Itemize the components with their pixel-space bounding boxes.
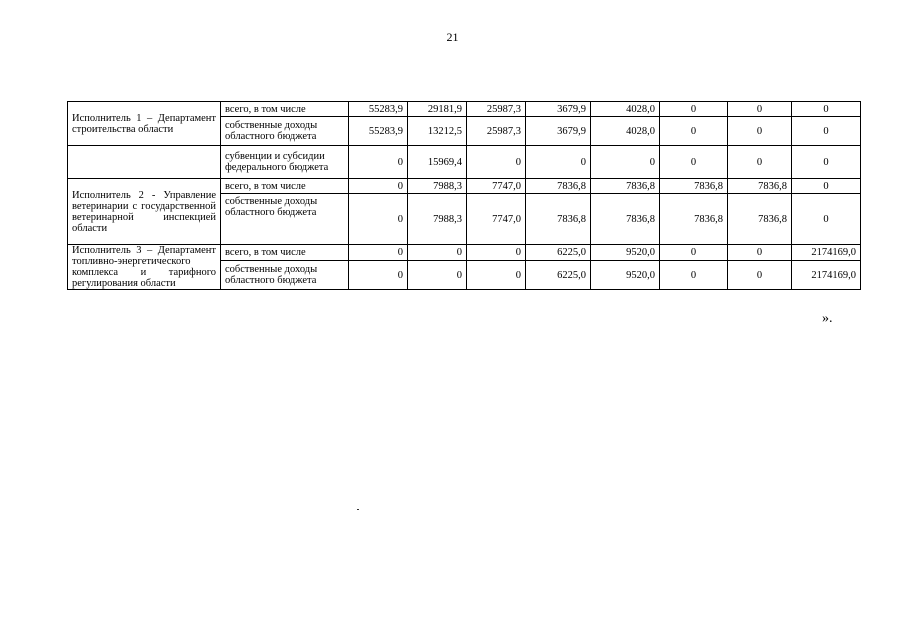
value-cell: 7836,8 (660, 194, 728, 245)
closing-quote-mark: ». (822, 311, 833, 326)
item-cell: всего, в том числе (221, 102, 349, 117)
executor-cell-empty (68, 146, 221, 179)
value-cell: 7747,0 (467, 194, 526, 245)
value-cell: 0 (660, 117, 728, 146)
value-cell: 0 (660, 146, 728, 179)
value-cell: 25987,3 (467, 117, 526, 146)
stray-dot (357, 509, 359, 510)
item-cell: всего, в том числе (221, 179, 349, 194)
value-cell: 7836,8 (660, 179, 728, 194)
value-cell: 29181,9 (408, 102, 467, 117)
value-cell: 7988,3 (408, 179, 467, 194)
value-cell: 7836,8 (728, 179, 792, 194)
value-cell: 4028,0 (591, 102, 660, 117)
value-cell: 0 (728, 117, 792, 146)
executor-cell: Исполнитель 3 – Департамент топливно-энергетического комплекса и тарифного регулирования области (68, 245, 221, 290)
value-cell: 0 (792, 146, 861, 179)
value-cell: 4028,0 (591, 117, 660, 146)
value-cell: 0 (349, 261, 408, 290)
item-cell: собственные доходы областного бюджета (221, 117, 349, 146)
page-number: 21 (446, 30, 459, 44)
value-cell: 7836,8 (526, 194, 591, 245)
value-cell: 9520,0 (591, 245, 660, 261)
table-row (68, 146, 861, 179)
value-cell: 0 (349, 179, 408, 194)
value-cell: 0 (408, 261, 467, 290)
value-cell: 3679,9 (526, 117, 591, 146)
value-cell: 7836,8 (591, 179, 660, 194)
value-cell: 2174169,0 (792, 245, 861, 261)
value-cell: 3679,9 (526, 102, 591, 117)
value-cell: 0 (728, 146, 792, 179)
value-cell: 6225,0 (526, 245, 591, 261)
value-cell: 0 (660, 102, 728, 117)
item-cell: собственные доходы областного бюджета (221, 261, 349, 290)
value-cell: 9520,0 (591, 261, 660, 290)
value-cell: 0 (792, 179, 861, 194)
budget-table (67, 101, 861, 290)
value-cell: 0 (467, 146, 526, 179)
value-cell: 55283,9 (349, 117, 408, 146)
value-cell: 6225,0 (526, 261, 591, 290)
value-cell: 0 (526, 146, 591, 179)
value-cell: 0 (792, 117, 861, 146)
table-row (68, 245, 861, 261)
item-cell: субвенции и субсидии федерального бюджета (221, 146, 349, 179)
value-cell: 7836,8 (591, 194, 660, 245)
value-cell: 0 (467, 261, 526, 290)
value-cell: 25987,3 (467, 102, 526, 117)
value-cell: 2174169,0 (792, 261, 861, 290)
value-cell: 0 (349, 194, 408, 245)
value-cell: 0 (728, 102, 792, 117)
value-cell: 0 (660, 261, 728, 290)
value-cell: 0 (728, 245, 792, 261)
item-cell: всего, в том числе (221, 245, 349, 261)
value-cell: 0 (349, 146, 408, 179)
value-cell: 0 (792, 194, 861, 245)
value-cell: 15969,4 (408, 146, 467, 179)
value-cell: 7836,8 (728, 194, 792, 245)
item-cell: собственные доходы областного бюджета (221, 194, 349, 245)
table-row (68, 102, 861, 117)
value-cell: 0 (467, 245, 526, 261)
executor-cell: Исполнитель 2 - Управление ветеринарии с государственной ветеринарной инспекцией области (68, 179, 221, 245)
value-cell: 0 (660, 245, 728, 261)
value-cell: 0 (408, 245, 467, 261)
table-row (68, 179, 861, 194)
value-cell: 7836,8 (526, 179, 591, 194)
value-cell: 55283,9 (349, 102, 408, 117)
executor-cell: Исполнитель 1 – Департамент строительства области (68, 102, 221, 146)
value-cell: 0 (591, 146, 660, 179)
value-cell: 0 (792, 102, 861, 117)
value-cell: 0 (728, 261, 792, 290)
value-cell: 7747,0 (467, 179, 526, 194)
value-cell: 7988,3 (408, 194, 467, 245)
value-cell: 0 (349, 245, 408, 261)
value-cell: 13212,5 (408, 117, 467, 146)
